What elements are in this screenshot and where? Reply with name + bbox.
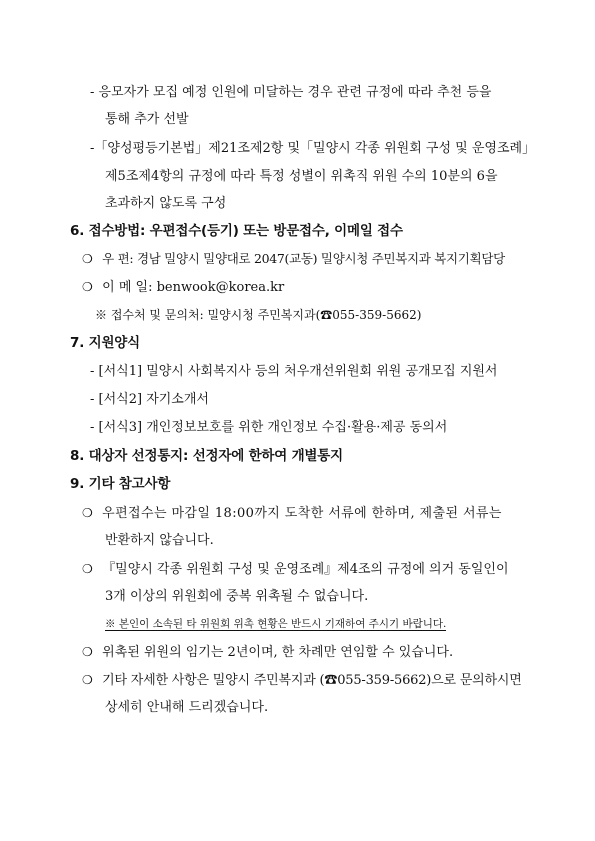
section-9-heading: 9. 기타 참고사항 [70,476,171,492]
note-item-4-line2: 상세히 안내해 드리겠습니다. [105,700,269,715]
mail-address-item [82,250,505,269]
circle-bullet-icon: ❍ [82,506,93,520]
recruit-note-line1: - 응모자가 모집 예정 인원에 미달하는 경우 관련 규정에 따라 추천 등을 [90,85,492,100]
gender-rule-line1: -「양성평등기본법」제21조제2항 및「밀양시 각종 위원회 구성 및 운영조례」 [90,141,536,156]
form-1: - [서식1] 밀양시 사회복지사 등의 처우개선위원회 위원 공개모집 지원서 [90,364,498,379]
note-item-4 [82,671,522,690]
section-6-heading: 6. 접수방법: 우편접수(등기) 또는 방문접수, 이메일 접수 [70,223,403,239]
note-item-2-subnote: ※ 본인이 소속된 타 위원회 위촉 현황은 반드시 기재하여 주시기 바랍니다. [105,618,447,630]
note-item-2 [82,560,509,579]
contact-note: ※ 접수처 및 문의처: 밀양시청 주민복지과(☎055-359-5662) [95,308,422,322]
note-item-1-line1: 우편접수는 마감일 18:00까지 도착한 서류에 한하며, 제출된 서류는 [102,506,502,521]
circle-bullet-icon: ❍ [82,280,93,294]
section-7-heading: 7. 지원양식 [70,335,140,351]
circle-bullet-icon: ❍ [82,673,93,687]
note-item-2-subnote-wrap [105,617,446,631]
note-item-3 [82,643,453,662]
note-item-4-line1: 기타 자세한 사항은 밀양시 주민복지과 (☎055-359-5662)으로 문의하시면 [102,673,522,688]
circle-bullet-icon: ❍ [82,645,93,659]
section-8-heading: 8. 대상자 선정통지: 선정자에 한하여 개별통지 [70,448,343,464]
email-text: 이 메 일: benwook@korea.kr [102,280,285,295]
note-item-1 [82,504,502,523]
note-item-3-text: 위촉된 위원의 임기는 2년이며, 한 차례만 연임할 수 있습니다. [102,645,454,660]
note-item-2-line1: 『밀양시 각종 위원회 구성 및 운영조례』제4조의 규정에 의거 동일인이 [102,562,509,577]
circle-bullet-icon: ❍ [82,562,93,576]
circle-bullet-icon: ❍ [82,252,93,266]
recruit-note-line2: 통해 추가 선발 [105,112,189,127]
form-2: - [서식2] 자기소개서 [90,392,209,407]
email-item [82,278,284,297]
mail-address-text: 우 편: 경남 밀양시 밀양대로 2047(교동) 밀양시청 주민복지과 복지기획담당 [102,251,505,266]
gender-rule-line3: 초과하지 않도록 구성 [105,196,227,211]
note-item-2-line2: 3개 이상의 위원회에 중복 위촉될 수 없습니다. [105,589,369,604]
form-3: - [서식3] 개인정보보호를 위한 개인정보 수집·활용·제공 동의서 [90,420,448,435]
note-item-1-line2: 반환하지 않습니다. [105,533,214,548]
gender-rule-line2: 제5조제4항의 규정에 따라 특정 성별이 위촉직 위원 수의 10분의 6을 [105,169,498,184]
